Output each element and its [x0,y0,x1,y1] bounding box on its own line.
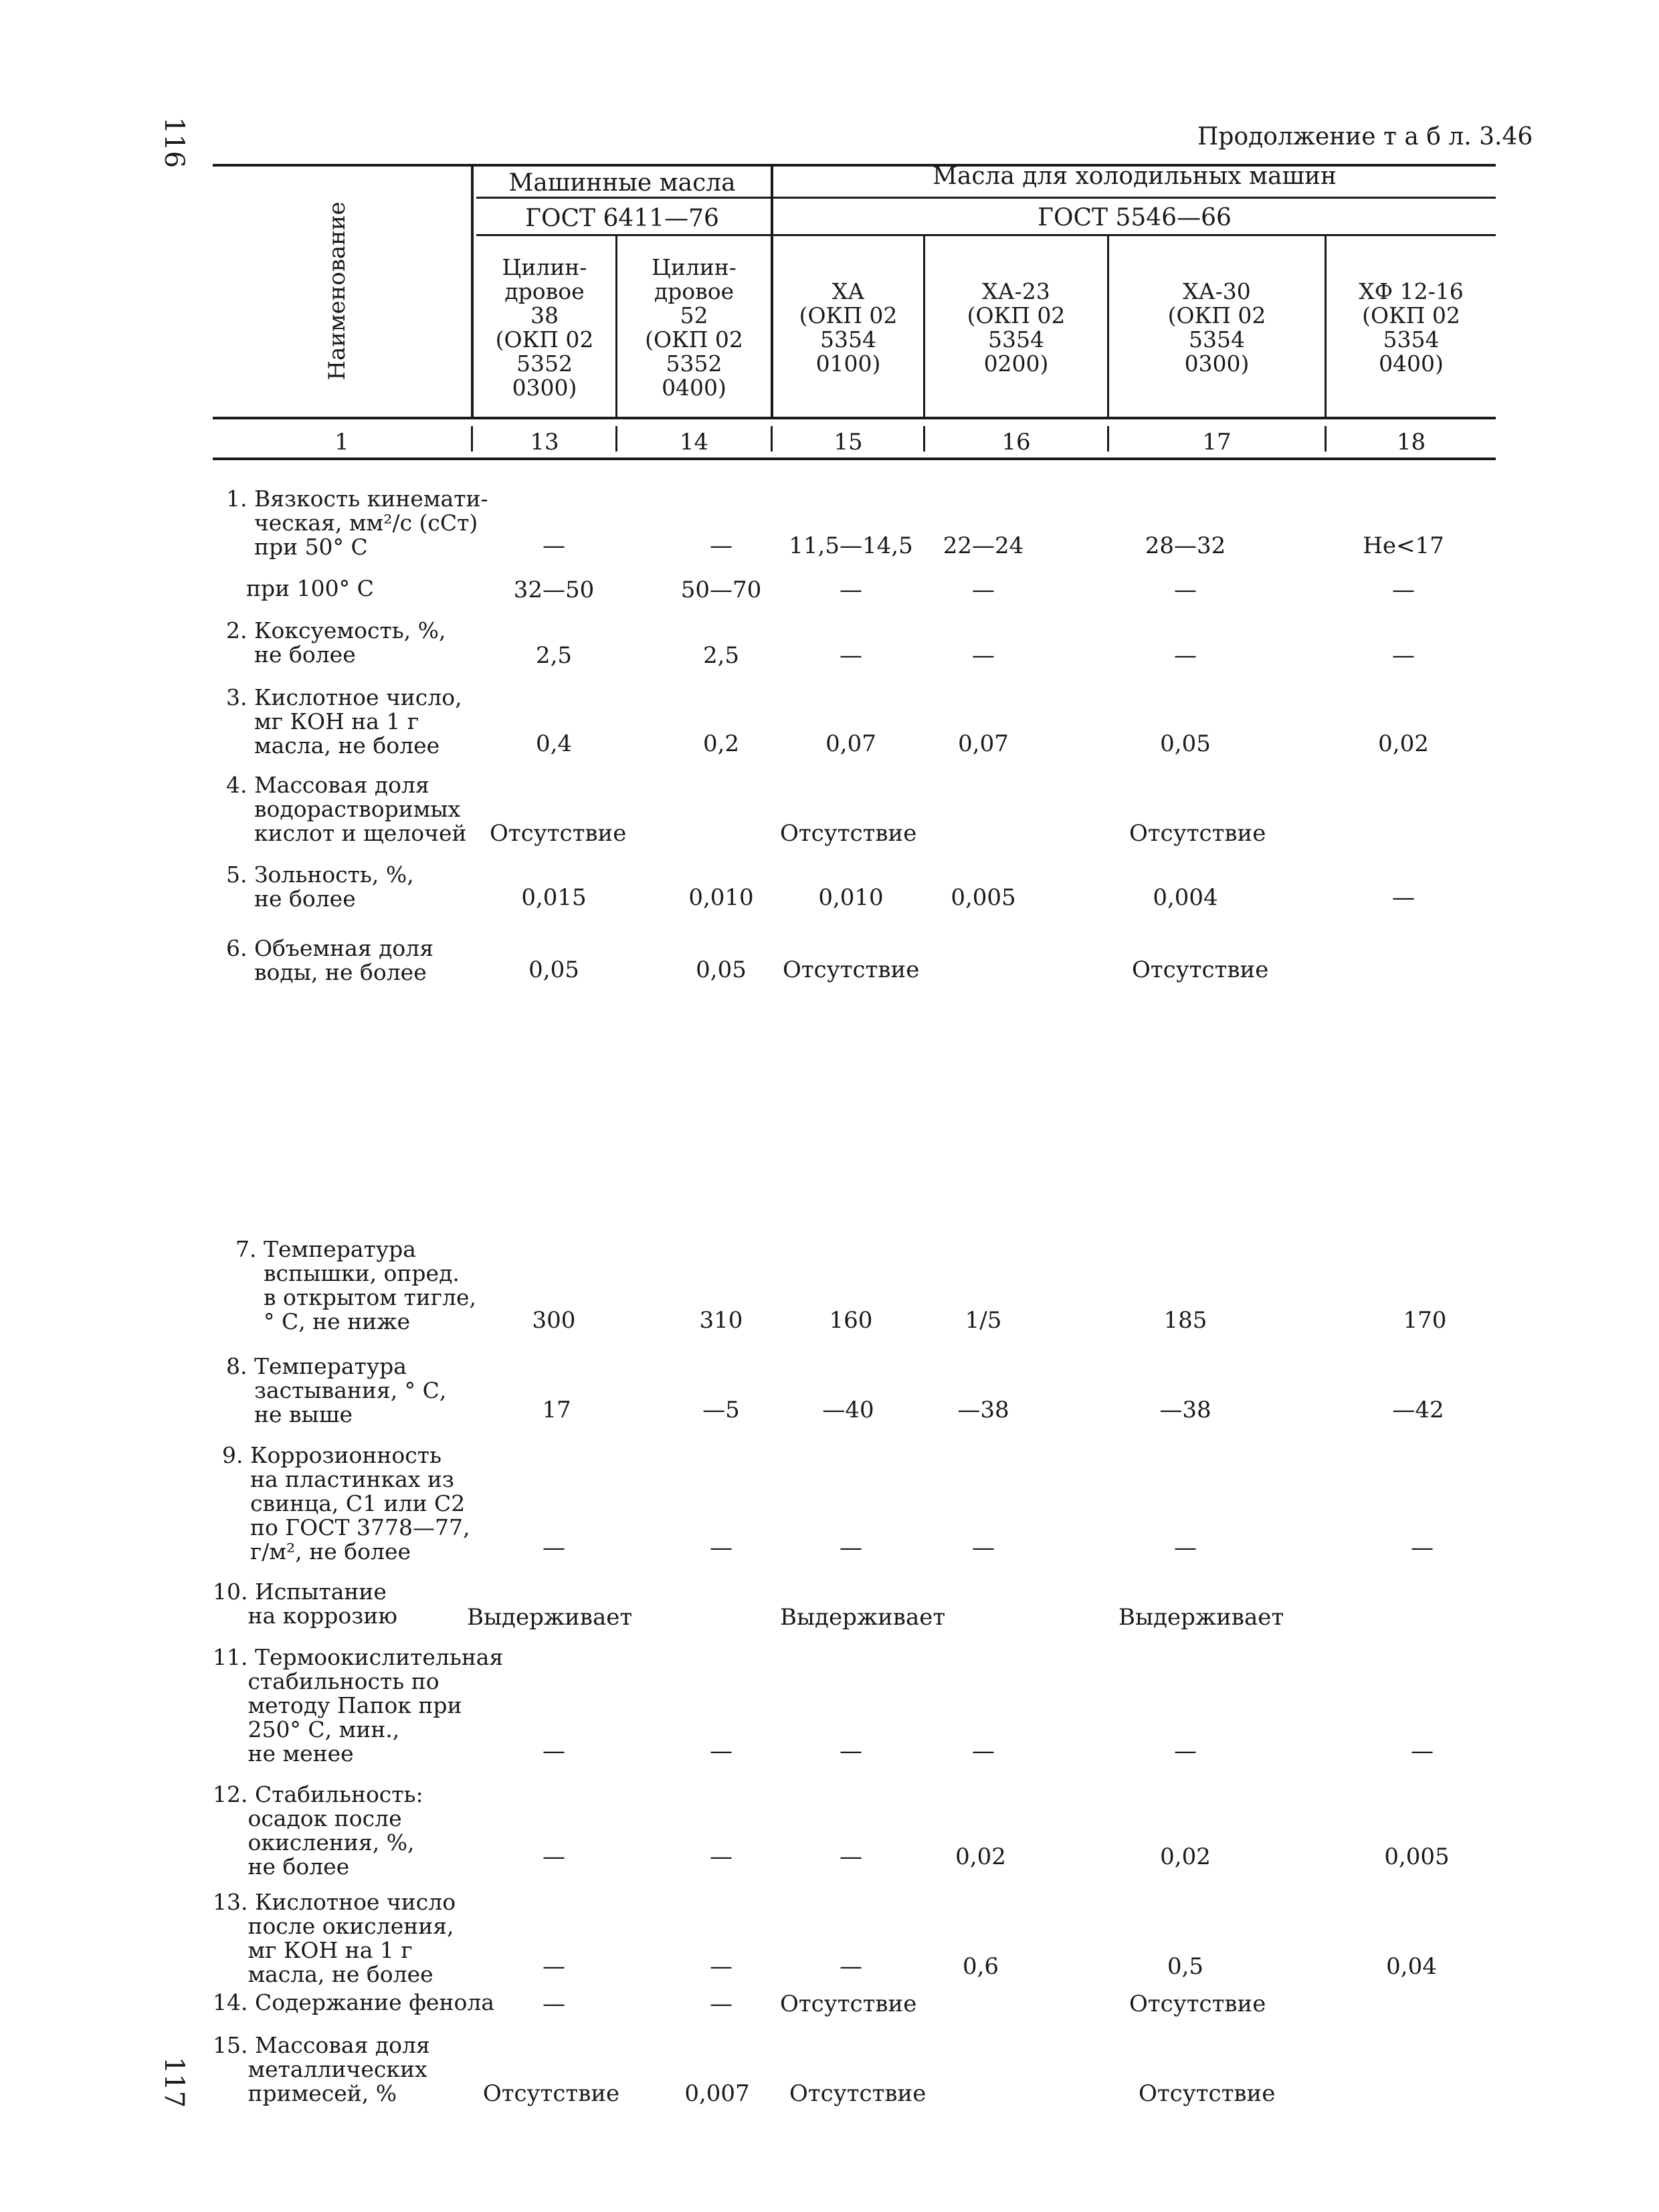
cell-r11-c18: — [1411,1738,1434,1765]
cell-r15-xa30: Отсутствие [1139,2080,1276,2107]
cell-r1-c16: 22—24 [943,532,1024,559]
cell-r8-c16: —38 [957,1397,1009,1423]
colnum-18: 18 [1396,429,1426,456]
colnum-16: 16 [1001,429,1031,456]
row-label-7: 7. Температура вспышки, опред. в открытом тигле, ° С, не ниже [235,1236,476,1334]
cell-r10-xa: Выдерживает [780,1604,946,1631]
cell-r13-c13: — [543,1953,565,1980]
cell-r9-c15: — [840,1534,862,1561]
colnum-divider-3 [771,426,773,451]
cell-r1-c17: 28—32 [1145,532,1226,559]
cell-r1b-c13: 32—50 [513,577,595,603]
cell-r14-xa: Отсутствие [780,1991,917,2017]
cell-r1-c15: 11,5—14,5 [789,532,913,559]
cell-r9-c18: — [1411,1534,1434,1561]
cell-r14-c13: — [543,1991,565,2017]
cell-r12-c18: 0,005 [1384,1843,1450,1870]
cell-r1b-c16: — [972,577,995,603]
header-bottom-rule [213,417,1496,419]
row-label-4: 4. Массовая доля водорастворимых кислот и щелочей [226,772,467,846]
cell-r9-c14: — [710,1534,733,1561]
cell-r1b-c18: — [1392,577,1415,603]
group-fridge-oils: Масла для холодильных машин [933,163,1337,190]
col-header-13: Цилин- дровое 38 (ОКП 02 5352 0300) [495,254,594,401]
cell-r3-c16: 0,07 [958,730,1009,757]
colnum-15: 15 [834,429,863,456]
cell-r8-c17: —38 [1159,1397,1211,1423]
cell-r7-c17: 185 [1163,1307,1207,1334]
row-label-5: 5. Зольность, %, не более [226,862,414,912]
cell-r7-c18: 170 [1403,1307,1447,1334]
cell-r12-c13: — [543,1843,565,1870]
cell-r8-c18: —42 [1392,1397,1444,1423]
cell-r4-xa: Отсутствие [780,820,917,847]
cell-r11-c14: — [710,1738,733,1765]
cell-r5-c17: 0,004 [1153,884,1218,911]
cell-r6-xa: Отсутствие [783,957,920,983]
header-gost-rule [476,234,1496,236]
row-label-1: 1. Вязкость кинемати- ческая, мм²/с (сСт) при 50° С [226,486,488,560]
cell-r5-c15: 0,010 [818,884,884,911]
cell-r9-c13: — [543,1534,565,1561]
header-group-rule [476,197,1496,199]
cell-r10-machine: Выдерживает [467,1604,633,1631]
cell-r2-c13: 2,5 [535,642,573,669]
cell-r1b-c17: — [1174,577,1197,603]
row-label-1b: при 100° С [246,575,374,601]
col-header-14: Цилин- дровое 52 (ОКП 02 5352 0400) [645,254,743,401]
cell-r9-c16: — [972,1534,995,1561]
cell-r6-xa30: Отсутствие [1132,957,1269,983]
col-header-17: ХА-30 (ОКП 02 5354 0300) [1167,278,1266,377]
cell-r8-c13: 17 [542,1397,571,1423]
cell-r12-c17: 0,02 [1160,1843,1211,1870]
row-label-2: 2. Коксуемость, %, не более [226,617,446,668]
cell-r5-c14: 0,010 [688,884,754,911]
cell-r10-xa30: Выдерживает [1118,1604,1284,1631]
table-caption: Продолжение т а б л. 3.46 [1197,123,1533,150]
cell-r1b-c14: 50—70 [680,577,762,603]
col-header-15: ХА (ОКП 02 5354 0100) [799,278,898,377]
cell-r15-xa: Отсутствие [789,2080,926,2107]
cell-r1-c18: Не<17 [1363,532,1444,559]
cell-r4-xa30: Отсутствие [1129,820,1266,847]
cell-r8-c14: —5 [702,1397,740,1423]
cell-r11-c13: — [543,1738,565,1765]
cell-r13-c17: 0,5 [1167,1953,1204,1980]
colnum-1: 1 [334,429,349,456]
cell-r4-machine: Отсутствие [490,820,627,847]
row-label-10: 10. Испытание на коррозию [213,1579,397,1629]
cell-r3-c14: 0,2 [702,730,740,757]
cell-r11-c17: — [1174,1738,1197,1765]
cell-r5-c16: 0,005 [951,884,1016,911]
cell-r12-c14: — [710,1843,733,1870]
cell-r15-c13: Отсутствие [482,2080,620,2107]
cell-r11-c15: — [840,1738,862,1765]
cell-r5-c13: 0,015 [521,884,587,911]
cell-r6-c14: 0,05 [696,957,747,983]
cell-r8-c15: —40 [822,1397,874,1423]
cell-r7-c16: 1/5 [965,1307,1002,1334]
cell-r7-c15: 160 [829,1307,873,1334]
cell-r14-xa30: Отсутствие [1129,1991,1266,2017]
cell-r12-c16: 0,02 [955,1843,1006,1870]
cell-r2-c17: — [1174,642,1197,669]
colnum-17: 17 [1202,429,1232,456]
cell-r3-c17: 0,05 [1160,730,1211,757]
cell-r5-c18: — [1392,884,1415,911]
row-label-15: 15. Массовая доля металлических примесей, % [213,2032,430,2106]
colnum-13: 13 [530,429,559,456]
gost-fridge: ГОСТ 5546—66 [1038,204,1232,231]
cell-r6-c13: 0,05 [528,957,579,983]
cell-r2-c16: — [972,642,995,669]
cell-r12-c15: — [840,1843,862,1870]
row-label-12: 12. Стабильность: осадок после окисления, %, не более [213,1781,423,1880]
top-page-number: 116 [159,116,190,169]
name-column-header: Наименование [324,201,351,381]
row-label-3: 3. Кислотное число, мг КОН на 1 г масла, не более [226,684,462,759]
group-machine-oils: Машинные масла [508,169,736,197]
cell-r2-c14: 2,5 [702,642,740,669]
row-label-13: 13. Кислотное число после окисления, мг КОН на 1 г масла, не более [213,1889,456,1987]
cell-r2-c18: — [1392,642,1415,669]
row-label-11: 11. Термоокислительная стабильность по методу Папок при 250° С, мин., не менее [213,1644,504,1767]
cell-r1-c13: — [543,532,565,559]
colnum-bottom-rule [213,458,1496,460]
cell-r9-c17: — [1174,1534,1197,1561]
row-label-14: 14. Содержание фенола [213,1989,494,2015]
colnum-14: 14 [679,429,709,456]
cell-r1-c14: — [710,532,733,559]
cell-r13-c15: — [840,1953,862,1980]
cell-r15-c14: 0,007 [684,2080,750,2107]
cell-r13-c16: 0,6 [962,1953,999,1980]
col-header-18: ХФ 12-16 (ОКП 02 5354 0400) [1359,278,1464,377]
cell-r13-c18: 0,04 [1386,1953,1437,1980]
cell-r1b-c15: — [840,577,862,603]
cell-r2-c15: — [840,642,862,669]
cell-r11-c16: — [972,1738,995,1765]
cell-r3-c15: 0,07 [825,730,876,757]
cell-r14-c14: — [710,1991,733,2017]
cell-r13-c14: — [710,1953,733,1980]
row-label-9: 9. Коррозионность на пластинках из свинца, С1 или С2 по ГОСТ 3778—77, г/м², не более [222,1442,470,1565]
cell-r3-c18: 0,02 [1378,730,1429,757]
bottom-page-number: 117 [159,2056,190,2108]
colnum-divider-1 [471,426,473,451]
row-label-8: 8. Температура застывания, ° С, не выше [226,1353,447,1427]
gost-machine: ГОСТ 6411—76 [525,205,719,232]
cell-r7-c14: 310 [699,1307,743,1334]
col-header-16: ХА-23 (ОКП 02 5354 0200) [967,278,1066,377]
cell-r7-c13: 300 [532,1307,576,1334]
cell-r3-c13: 0,4 [535,730,573,757]
row-label-6: 6. Объемная доля воды, не более [226,935,434,985]
